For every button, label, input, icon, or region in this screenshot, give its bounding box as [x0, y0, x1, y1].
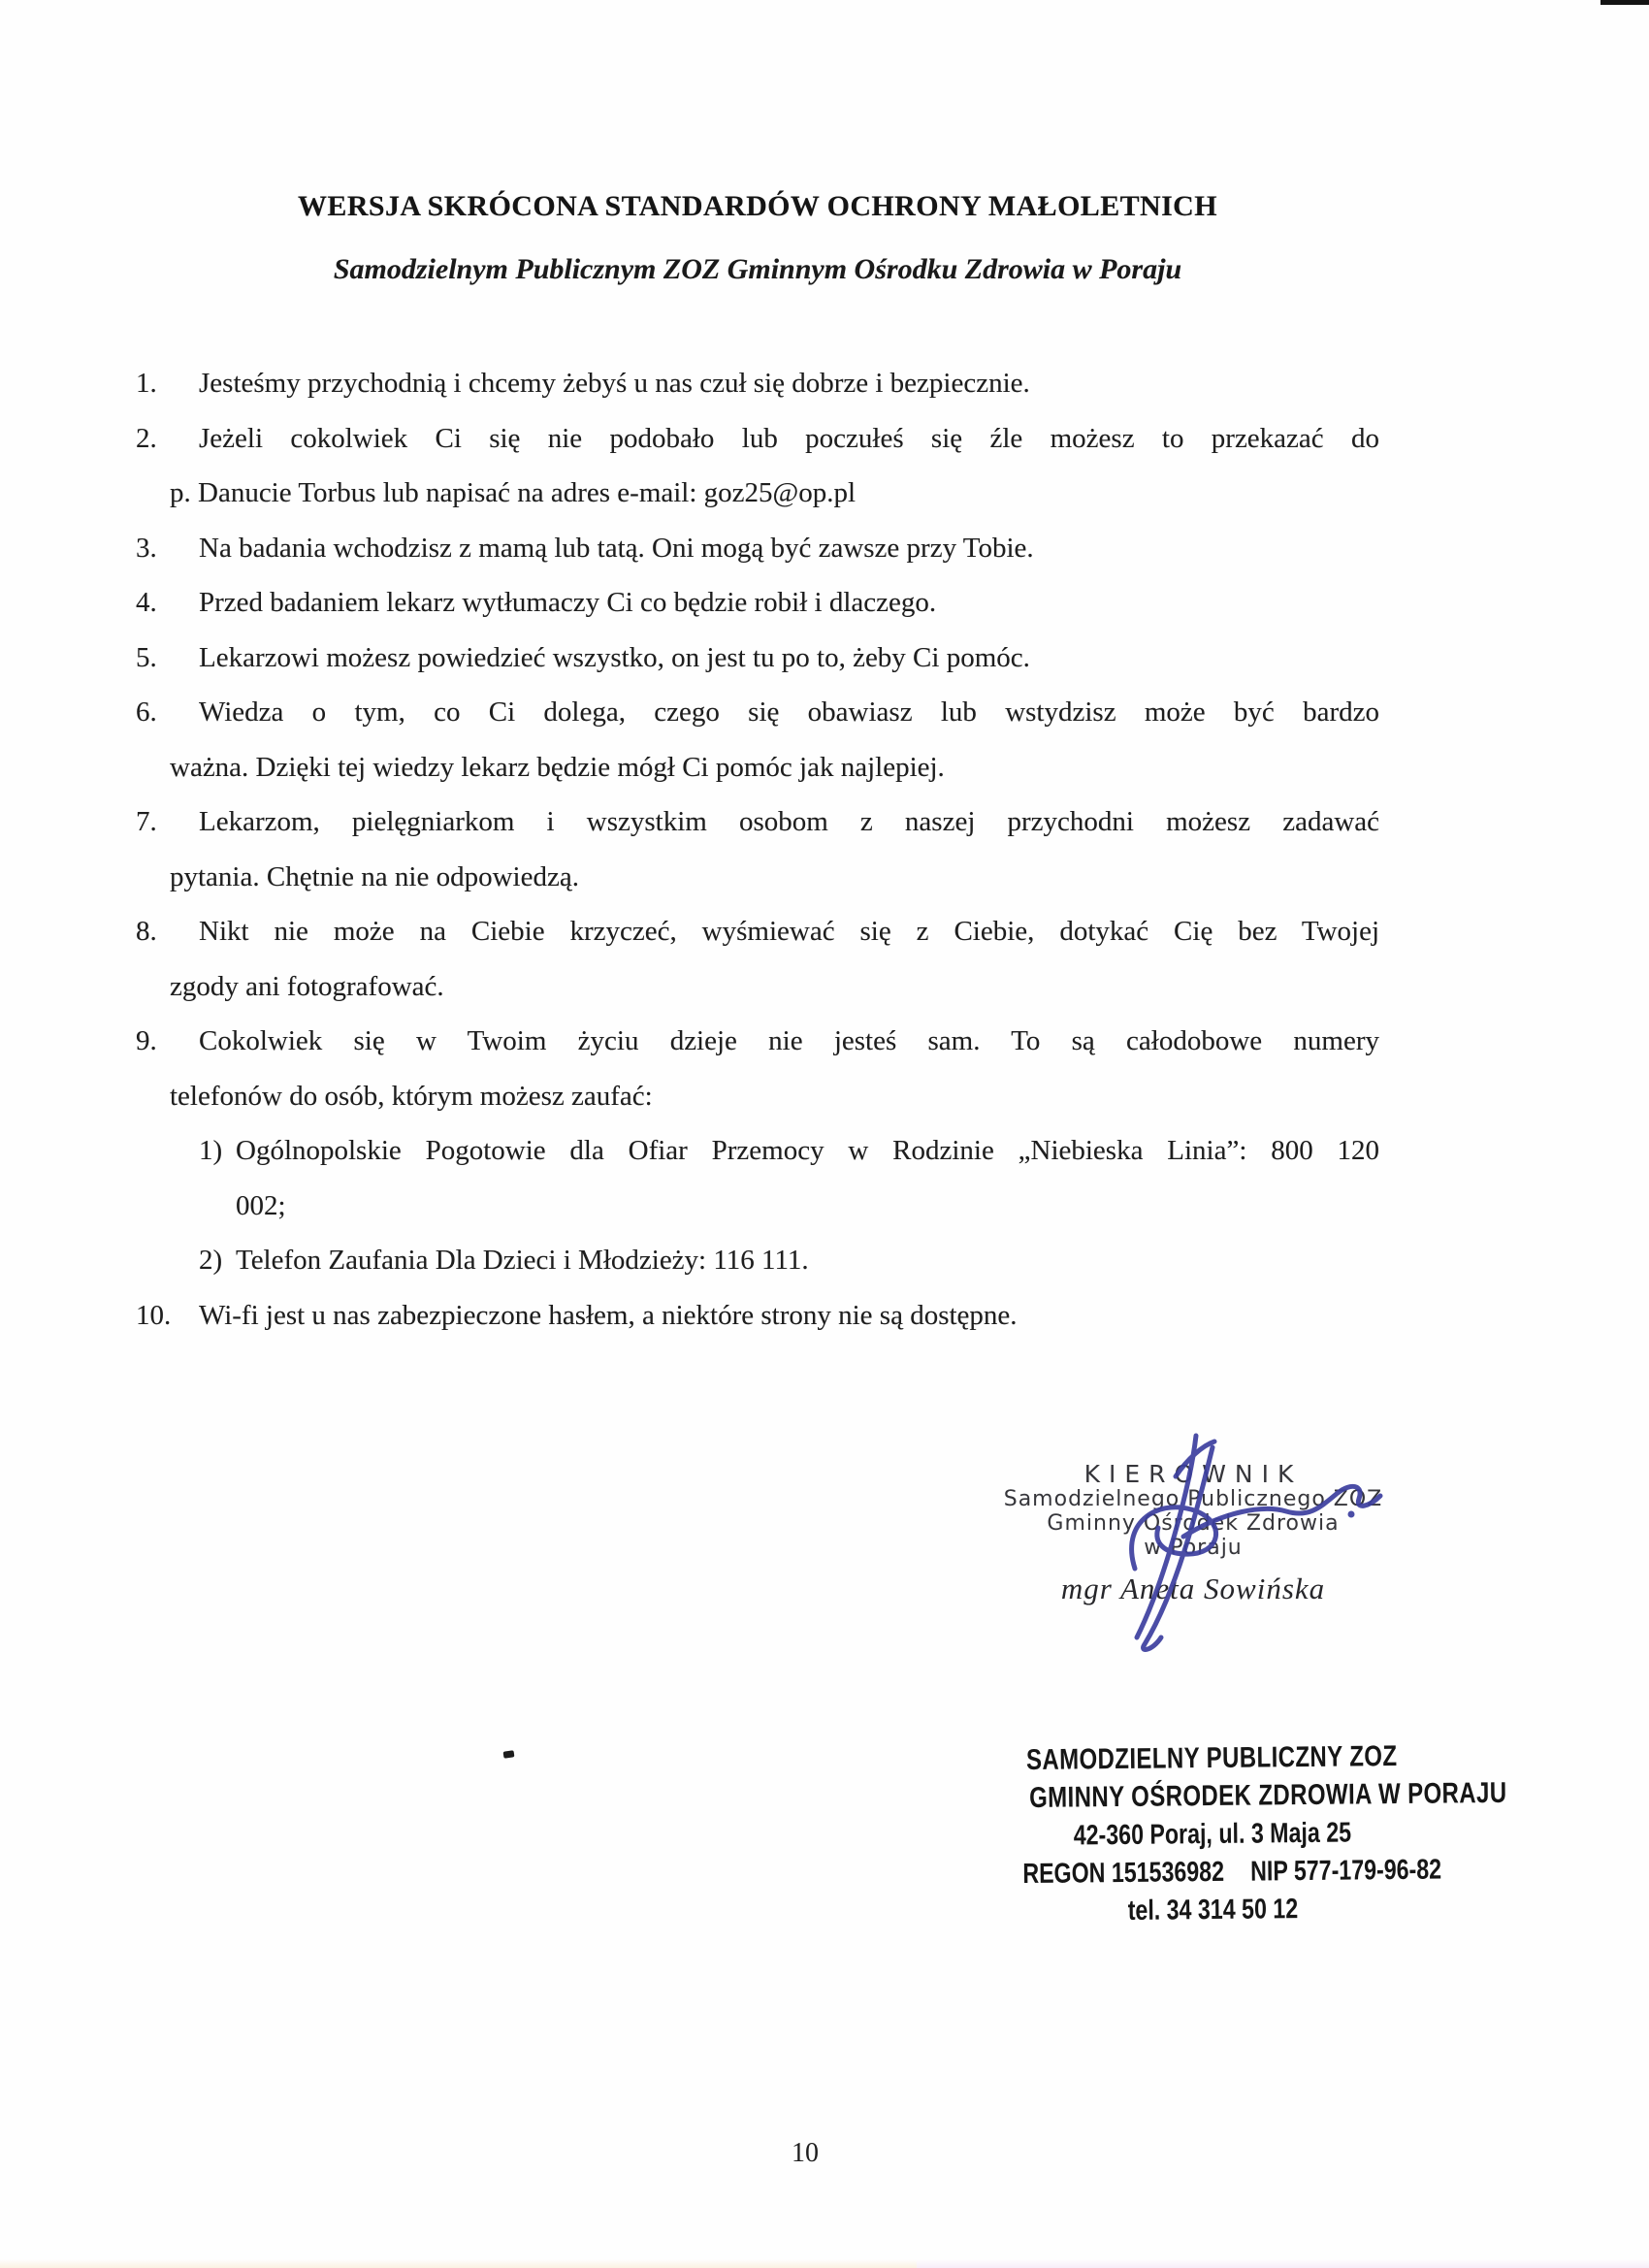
list-item-line [136, 475, 1379, 510]
scan-artifact-bottom-left [0, 2259, 917, 2268]
list-item-line [136, 969, 1379, 1004]
subitem-number: 2) [199, 1245, 223, 1276]
stamp-regon: REGON 151536982 [1022, 1856, 1225, 1891]
stamp-line: SAMODZIELNY PUBLICZNY ZOZ [1025, 1740, 1398, 1777]
subitem-number: 1) [199, 1135, 223, 1166]
list-subitem-line [136, 1188, 1379, 1223]
list-item-line [136, 1023, 1379, 1058]
list-item-line [136, 421, 1379, 456]
signature-org-line: Samodzielnego Publicznego ZOZ [1003, 1487, 1383, 1511]
item-text: Cokolwiek się w Twoim życiu dzieje nie jesteś sam. To są całodobowe numery [199, 1025, 1379, 1056]
item-text: ważna. Dzięki tej wiedzy lekarz będzie mógł Ci pomóc jak najlepiej. [170, 752, 945, 783]
item-text: Wiedza o tym, co Ci dolega, czego się obawiasz lub wstydzisz może być bardzo [199, 697, 1379, 728]
page-subtitle: Samodzielnym Publicznym ZOZ Gminnym Ośrodku Zdrowia w Poraju [333, 253, 1182, 285]
item-text: Jesteśmy przychodnią i chcemy żebyś u nas czuł się dobrze i bezpiecznie. [199, 368, 1030, 399]
signature-role: KIEROWNIK [1083, 1460, 1303, 1488]
subitem-text: Ogólnopolskie Pogotowie dla Ofiar Przemocy w Rodzinie „Niebieska Linia”: 800 120 [236, 1135, 1379, 1166]
signature-ink [1067, 1418, 1416, 1661]
item-number: 1. [136, 368, 157, 399]
scan-artifact-top-right [1600, 0, 1649, 5]
page-number: 10 [792, 2138, 819, 2168]
item-text: Jeżeli cokolwiek Ci się nie podobało lub poczułeś się źle możesz to przekazać do [199, 423, 1379, 454]
item-number: 5. [136, 642, 157, 673]
scan-artifact-speck [503, 1750, 515, 1758]
item-number: 10. [136, 1300, 172, 1331]
list-item-line [136, 1298, 1379, 1333]
stamp-nip: NIP 577-179-96-82 [1250, 1854, 1442, 1888]
list-item-line [136, 750, 1379, 785]
item-text: Na badania wchodzisz z mamą lub tatą. Oni mogą być zawsze przy Tobie. [199, 533, 1034, 564]
stamp-line: 42-360 Poraj, ul. 3 Maja 25 [1073, 1817, 1352, 1852]
list-item-line [136, 1079, 1379, 1114]
item-number: 7. [136, 806, 157, 837]
list-item-line [136, 859, 1379, 894]
item-text: Lekarzowi możesz powiedzieć wszystko, on jest tu po to, żeby Ci pomóc. [199, 642, 1030, 673]
list-item-line [136, 914, 1379, 949]
office-stamp [969, 1739, 1507, 1933]
item-text: Przed badaniem lekarz wytłumaczy Ci co będzie robił i dlaczego. [199, 587, 937, 618]
subitem-text: 002; [236, 1190, 286, 1221]
scan-artifact-bottom-right [917, 2259, 1649, 2268]
list-item-line [136, 804, 1379, 839]
stamp-line [970, 1853, 1455, 1895]
item-number: 3. [136, 533, 157, 564]
item-text: Wi-fi jest u nas zabezpieczone hasłem, a niektóre strony nie są dostępne. [199, 1300, 1018, 1331]
item-number: 8. [136, 916, 157, 947]
item-number: 9. [136, 1025, 157, 1056]
subitem-text: Telefon Zaufania Dla Dzieci i Młodzieży: 116 111. [236, 1245, 809, 1276]
page-title: WERSJA SKRÓCONA STANDARDÓW OCHRONY MAŁOLETNICH [298, 190, 1217, 222]
list-item-line [136, 366, 1379, 401]
signature-name: mgr Aneta Sowińska [1060, 1571, 1326, 1605]
signature-org-line: w Poraju [1144, 1536, 1243, 1560]
stamp-line: GMINNY OŚRODEK ZDROWIA W PORAJU [1028, 1776, 1507, 1814]
item-text: p. Danucie Torbus lub napisać na adres e-mail: goz25@op.pl [170, 477, 857, 508]
list-item-line [136, 531, 1379, 566]
item-text: zgody ani fotografować. [170, 971, 444, 1002]
signature-org-line: Gminny Ośrodek Zdrowia [1047, 1511, 1340, 1536]
item-number: 4. [136, 587, 157, 618]
item-text: pytania. Chętnie na nie odpowiedzą. [170, 861, 579, 892]
item-text: Nikt nie może na Ciebie krzyczeć, wyśmiewać się z Ciebie, dotykać Cię bez Twojej [199, 916, 1379, 947]
item-number: 2. [136, 423, 157, 454]
list-item-line [136, 585, 1379, 620]
list-item-line [136, 695, 1379, 729]
list-subitem-line [136, 1243, 1379, 1278]
list-subitem-line [136, 1133, 1379, 1168]
item-text: Lekarzom, pielęgniarkom i wszystkim osobom z naszej przychodni możesz zadawać [199, 806, 1379, 837]
stamp-line: tel. 34 314 50 12 [1127, 1894, 1299, 1927]
list-item-line [136, 640, 1379, 675]
item-number: 6. [136, 697, 157, 728]
item-text: telefonów do osób, którym możesz zaufać: [170, 1081, 653, 1112]
